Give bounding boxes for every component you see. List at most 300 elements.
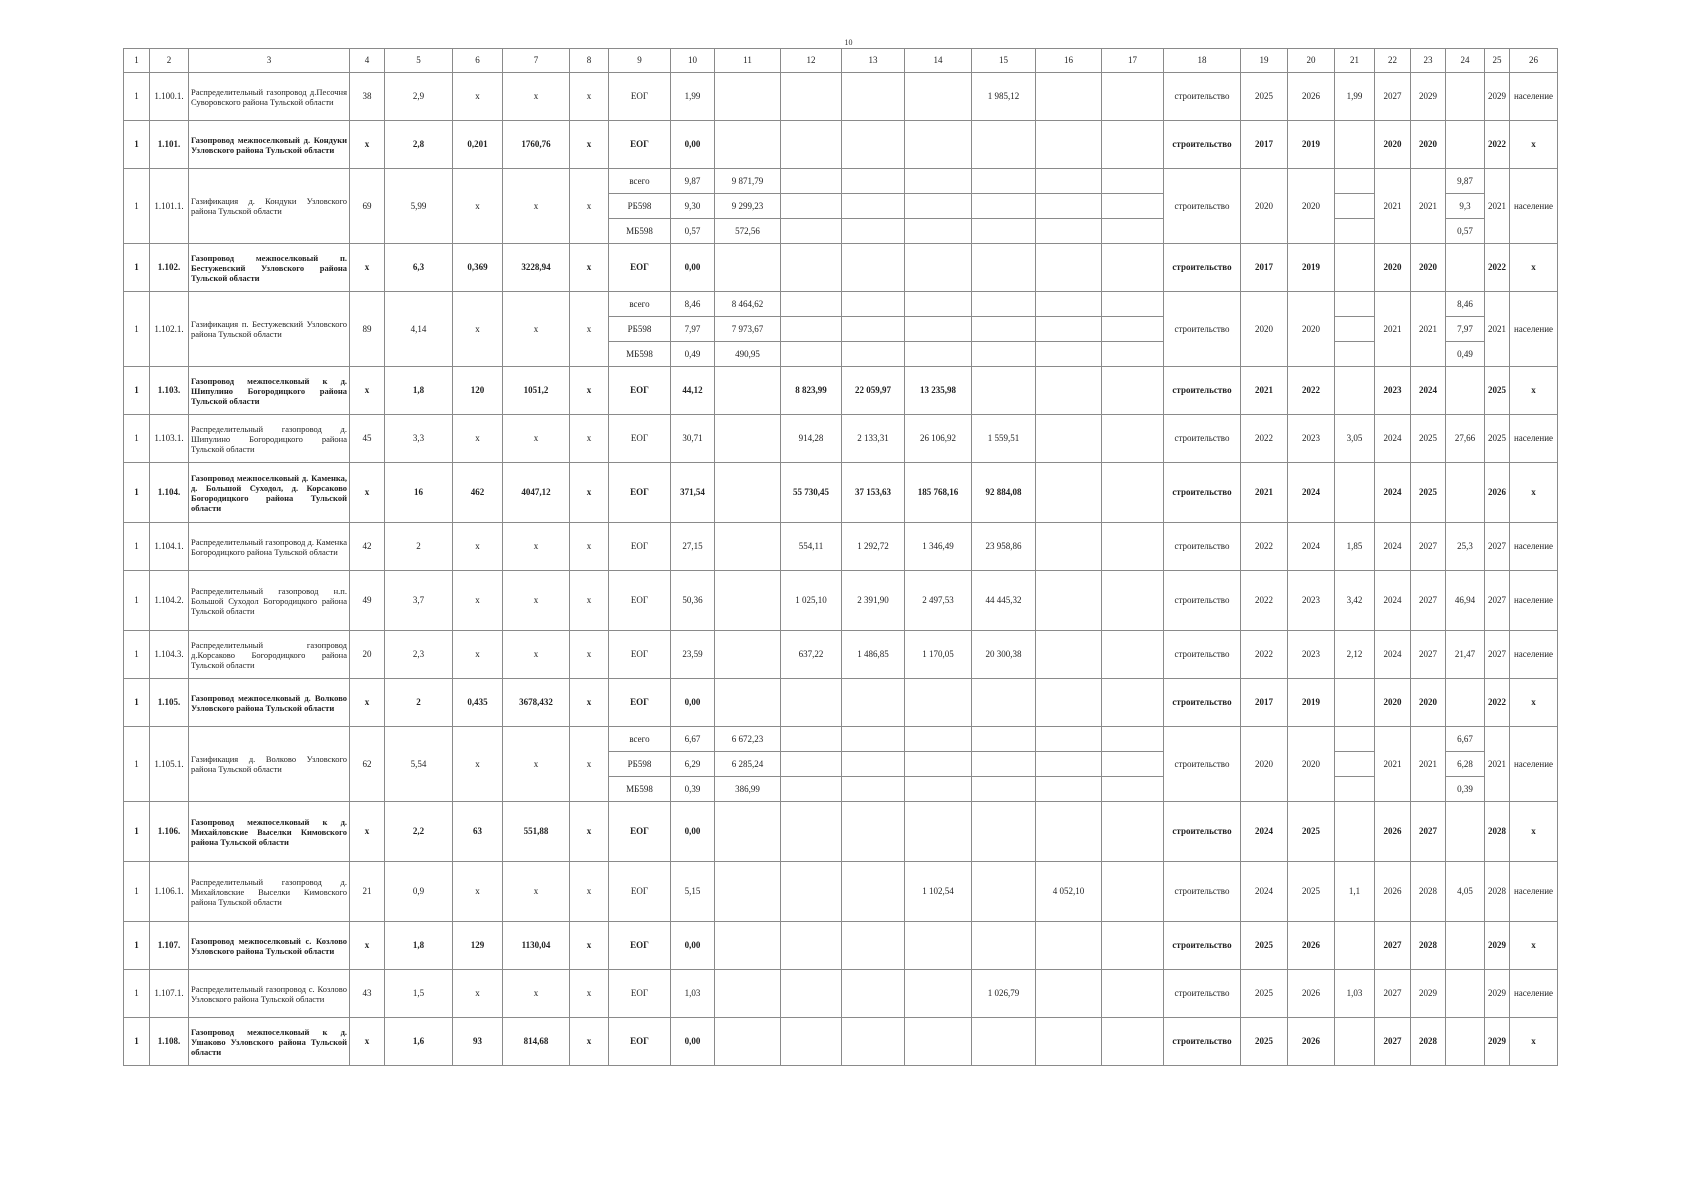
table-cell: 2020 [1241, 169, 1288, 244]
table-cell [1036, 73, 1102, 121]
table-cell: ЕОГ [609, 244, 671, 292]
table-cell: 2024 [1375, 463, 1411, 523]
table-cell: х [1510, 244, 1558, 292]
table-cell: 5,54 [385, 727, 453, 802]
table-cell: 1.107. [150, 922, 189, 970]
table-cell: 1 [124, 862, 150, 922]
table-cell [842, 922, 905, 970]
table-cell [842, 970, 905, 1018]
table-cell: всего [609, 727, 671, 752]
table-cell: х [350, 121, 385, 169]
table-cell [781, 342, 842, 367]
table-cell [1446, 1018, 1485, 1066]
table-cell: 2 391,90 [842, 571, 905, 631]
table-cell: 9,3 [1446, 194, 1485, 219]
table-cell: 2026 [1288, 73, 1335, 121]
table-cell [905, 317, 972, 342]
table-cell: 2023 [1288, 571, 1335, 631]
table-cell: ЕОГ [609, 571, 671, 631]
table-cell: х [503, 169, 570, 244]
table-cell [1102, 631, 1164, 679]
table-cell: 0,00 [671, 1018, 715, 1066]
table-cell: 0,00 [671, 922, 715, 970]
table-cell: х [570, 922, 609, 970]
table-row [124, 292, 1558, 317]
table-row [124, 571, 1558, 631]
table-cell: х [570, 631, 609, 679]
table-cell: строительство [1164, 73, 1241, 121]
table-cell: 2022 [1241, 631, 1288, 679]
table-cell: всего [609, 292, 671, 317]
table-cell: 2019 [1288, 121, 1335, 169]
table-cell [1102, 121, 1164, 169]
table-row [124, 523, 1558, 571]
table-cell [715, 415, 781, 463]
column-header: 14 [905, 49, 972, 73]
table-cell: 1.106.1. [150, 862, 189, 922]
table-cell: ЕОГ [609, 1018, 671, 1066]
table-cell: 2 497,53 [905, 571, 972, 631]
table-cell: 129 [453, 922, 503, 970]
table-cell [1335, 727, 1375, 752]
table-cell [781, 292, 842, 317]
table-cell: 2024 [1241, 802, 1288, 862]
table-cell: 1 [124, 244, 150, 292]
table-row [124, 367, 1558, 415]
table-cell: 1 170,05 [905, 631, 972, 679]
object-name-cell: Газификация д. Волково Узловского района Тульской области [189, 727, 350, 802]
object-name-cell: Газопровод межпоселковый к д. Ушаково Узловского района Тульской области [189, 1018, 350, 1066]
table-cell: х [350, 922, 385, 970]
table-cell: 2021 [1485, 292, 1510, 367]
table-cell [905, 727, 972, 752]
table-cell: 25,3 [1446, 523, 1485, 571]
table-cell [972, 317, 1036, 342]
table-cell: 1 [124, 679, 150, 727]
table-cell [715, 463, 781, 523]
table-cell: строительство [1164, 679, 1241, 727]
table-row [124, 73, 1558, 121]
table-cell: 2024 [1241, 862, 1288, 922]
table-cell: 1,99 [1335, 73, 1375, 121]
table-cell: х [570, 1018, 609, 1066]
table-cell [1102, 802, 1164, 862]
table-cell: 38 [350, 73, 385, 121]
table-cell [1102, 679, 1164, 727]
table-row [124, 922, 1558, 970]
table-cell [842, 244, 905, 292]
table-cell: ЕОГ [609, 415, 671, 463]
table-cell [1102, 317, 1164, 342]
object-name-cell: Газопровод межпоселковый к д. Шипулино Богородицкого района Тульской области [189, 367, 350, 415]
table-cell: 0,57 [671, 219, 715, 244]
table-cell [905, 169, 972, 194]
table-cell: 6 672,23 [715, 727, 781, 752]
table-cell: 2023 [1375, 367, 1411, 415]
table-cell: 0,39 [671, 777, 715, 802]
table-cell: ЕОГ [609, 631, 671, 679]
table-cell: х [453, 415, 503, 463]
table-cell [1102, 463, 1164, 523]
table-cell: 1.101.1. [150, 169, 189, 244]
table-cell [1036, 727, 1102, 752]
table-cell: 1,03 [671, 970, 715, 1018]
table-cell: х [350, 244, 385, 292]
table-cell: 62 [350, 727, 385, 802]
table-cell: 1.102. [150, 244, 189, 292]
table-cell: х [570, 169, 609, 244]
table-cell: 6 285,24 [715, 752, 781, 777]
table-cell [715, 367, 781, 415]
table-cell: 3,05 [1335, 415, 1375, 463]
table-cell: 46,94 [1446, 571, 1485, 631]
table-cell [715, 802, 781, 862]
table-cell [972, 802, 1036, 862]
table-cell: х [453, 970, 503, 1018]
table-cell: 3678,432 [503, 679, 570, 727]
table-cell: х [350, 802, 385, 862]
table-cell [905, 73, 972, 121]
table-cell [1102, 970, 1164, 1018]
table-cell: 3,7 [385, 571, 453, 631]
table-cell: 2024 [1375, 415, 1411, 463]
table-cell [1102, 219, 1164, 244]
table-cell: 2029 [1485, 970, 1510, 1018]
table-cell [842, 342, 905, 367]
table-cell [842, 1018, 905, 1066]
table-cell: х [570, 73, 609, 121]
page-number: 10 [844, 38, 853, 47]
table-cell: 2027 [1375, 73, 1411, 121]
table-cell: РБ598 [609, 194, 671, 219]
table-cell: 2025 [1288, 802, 1335, 862]
column-header: 2 [150, 49, 189, 73]
table-cell: 2026 [1375, 862, 1411, 922]
table-cell: 2020 [1375, 121, 1411, 169]
table-cell [842, 862, 905, 922]
column-header: 8 [570, 49, 609, 73]
table-cell: 1760,76 [503, 121, 570, 169]
table-cell: строительство [1164, 922, 1241, 970]
table-cell: 0,49 [671, 342, 715, 367]
table-cell: ЕОГ [609, 970, 671, 1018]
table-cell [905, 777, 972, 802]
table-cell [1446, 679, 1485, 727]
table-cell: х [570, 415, 609, 463]
table-cell: РБ598 [609, 317, 671, 342]
table-cell: ЕОГ [609, 121, 671, 169]
table-cell: 2028 [1485, 862, 1510, 922]
table-row [124, 679, 1558, 727]
table-cell: х [1510, 679, 1558, 727]
column-header: 10 [671, 49, 715, 73]
table-cell: 2017 [1241, 121, 1288, 169]
table-cell: 49 [350, 571, 385, 631]
table-cell [1036, 631, 1102, 679]
table-cell [781, 121, 842, 169]
table-cell: х [570, 970, 609, 1018]
table-cell: 2027 [1411, 523, 1446, 571]
table-cell: население [1510, 415, 1558, 463]
table-cell: 1.108. [150, 1018, 189, 1066]
table-cell: 0,435 [453, 679, 503, 727]
table-cell [1446, 244, 1485, 292]
table-cell [842, 317, 905, 342]
table-cell [972, 194, 1036, 219]
table-cell [1335, 752, 1375, 777]
table-cell: 2020 [1288, 727, 1335, 802]
table-cell: 23,59 [671, 631, 715, 679]
table-cell: 4 052,10 [1036, 862, 1102, 922]
table-cell: 1 [124, 727, 150, 802]
table-cell: х [453, 523, 503, 571]
table-cell [781, 970, 842, 1018]
table-cell: строительство [1164, 244, 1241, 292]
table-cell [1102, 342, 1164, 367]
table-cell [1335, 802, 1375, 862]
table-cell: х [570, 367, 609, 415]
object-name-cell: Распределительный газопровод д.Корсаково Богородицкого района Тульской области [189, 631, 350, 679]
table-cell: 30,71 [671, 415, 715, 463]
table-cell: х [503, 73, 570, 121]
table-cell [781, 244, 842, 292]
object-name-cell: Распределительный газопровод н.п. Большой Суходол Богородицкого района Тульской области [189, 571, 350, 631]
object-name-cell: Распределительный газопровод с. Козлово Узловского района Тульской области [189, 970, 350, 1018]
table-cell: 0,00 [671, 679, 715, 727]
table-cell: 63 [453, 802, 503, 862]
table-cell [842, 292, 905, 317]
table-cell: 2025 [1411, 415, 1446, 463]
table-cell: 2027 [1411, 571, 1446, 631]
table-cell: 0,00 [671, 121, 715, 169]
table-cell [905, 922, 972, 970]
table-cell [1036, 752, 1102, 777]
table-cell: х [503, 292, 570, 367]
table-cell: 26 106,92 [905, 415, 972, 463]
table-cell: РБ598 [609, 752, 671, 777]
object-name-cell: Газопровод межпоселковый с. Козлово Узловского района Тульской области [189, 922, 350, 970]
table-cell: х [453, 169, 503, 244]
table-cell [905, 121, 972, 169]
table-cell: 2026 [1485, 463, 1510, 523]
table-cell: 6,3 [385, 244, 453, 292]
table-cell: 2020 [1375, 679, 1411, 727]
table-cell: 1 026,79 [972, 970, 1036, 1018]
table-cell: 1.101. [150, 121, 189, 169]
table-cell [1036, 367, 1102, 415]
table-cell: 1,8 [385, 367, 453, 415]
table-cell [1102, 1018, 1164, 1066]
table-cell [905, 342, 972, 367]
table-cell [1335, 463, 1375, 523]
table-cell: 1 [124, 922, 150, 970]
column-header: 7 [503, 49, 570, 73]
table-cell: 21 [350, 862, 385, 922]
table-cell: 1.103. [150, 367, 189, 415]
table-cell: х [453, 73, 503, 121]
table-cell: 0,369 [453, 244, 503, 292]
header-row [124, 49, 1558, 73]
table-cell: 914,28 [781, 415, 842, 463]
table-cell: 554,11 [781, 523, 842, 571]
object-name-cell: Распределительный газопровод д. Шипулино Богородицкого района Тульской области [189, 415, 350, 463]
table-cell [1335, 244, 1375, 292]
table-cell: МБ598 [609, 219, 671, 244]
table-cell: 43 [350, 970, 385, 1018]
table-cell: ЕОГ [609, 523, 671, 571]
table-cell: 2 [385, 523, 453, 571]
table-cell [905, 292, 972, 317]
table-cell: 4,05 [1446, 862, 1485, 922]
table-cell [1036, 1018, 1102, 1066]
table-cell: 8,46 [671, 292, 715, 317]
table-row [124, 1018, 1558, 1066]
table-cell: 1130,04 [503, 922, 570, 970]
table-cell [1102, 169, 1164, 194]
table-cell: х [350, 367, 385, 415]
table-cell: х [350, 463, 385, 523]
column-header: 4 [350, 49, 385, 73]
table-cell: МБ598 [609, 342, 671, 367]
table-cell: 2028 [1411, 1018, 1446, 1066]
table-cell: 2029 [1485, 73, 1510, 121]
table-cell: 6,67 [1446, 727, 1485, 752]
table-cell: 37 153,63 [842, 463, 905, 523]
table-cell: 4047,12 [503, 463, 570, 523]
table-cell: 2025 [1241, 970, 1288, 1018]
table-cell: 2,8 [385, 121, 453, 169]
table-cell [972, 679, 1036, 727]
table-cell: 2023 [1288, 631, 1335, 679]
table-cell [905, 802, 972, 862]
table-cell: 2,3 [385, 631, 453, 679]
table-cell: х [1510, 367, 1558, 415]
table-cell: 44 445,32 [972, 571, 1036, 631]
table-cell: 1.104.3. [150, 631, 189, 679]
column-header: 22 [1375, 49, 1411, 73]
table-cell [781, 169, 842, 194]
table-cell: х [570, 679, 609, 727]
table-cell [972, 121, 1036, 169]
table-cell [972, 342, 1036, 367]
table-cell: х [570, 862, 609, 922]
table-cell: население [1510, 73, 1558, 121]
table-cell: строительство [1164, 631, 1241, 679]
table-cell: 0,201 [453, 121, 503, 169]
table-cell: х [453, 571, 503, 631]
table-cell [972, 727, 1036, 752]
table-cell: 0,9 [385, 862, 453, 922]
table-cell: 1,1 [1335, 862, 1375, 922]
table-cell [781, 219, 842, 244]
table-cell: 2017 [1241, 244, 1288, 292]
table-cell [842, 194, 905, 219]
table-cell [1036, 194, 1102, 219]
table-cell [1036, 463, 1102, 523]
table-cell [842, 727, 905, 752]
table-cell: строительство [1164, 970, 1241, 1018]
table-cell: 120 [453, 367, 503, 415]
table-cell [781, 1018, 842, 1066]
table-cell: 2021 [1241, 463, 1288, 523]
table-cell: 1,85 [1335, 523, 1375, 571]
table-cell: 44,12 [671, 367, 715, 415]
table-cell [1446, 970, 1485, 1018]
table-cell: 2025 [1241, 1018, 1288, 1066]
table-cell [1102, 194, 1164, 219]
table-cell [1102, 292, 1164, 317]
table-cell [1446, 463, 1485, 523]
table-cell: строительство [1164, 169, 1241, 244]
table-cell [972, 244, 1036, 292]
table-cell: 3,42 [1335, 571, 1375, 631]
table-cell [972, 1018, 1036, 1066]
table-cell: 1 [124, 463, 150, 523]
table-cell: 2021 [1241, 367, 1288, 415]
table-row [124, 802, 1558, 862]
table-cell [715, 121, 781, 169]
table-cell [1036, 679, 1102, 727]
table-cell: 13 235,98 [905, 367, 972, 415]
table-cell: 1 [124, 1018, 150, 1066]
table-cell: 1 [124, 415, 150, 463]
column-header: 13 [842, 49, 905, 73]
table-row [124, 631, 1558, 679]
column-header: 6 [453, 49, 503, 73]
table-cell: 2021 [1375, 169, 1411, 244]
table-cell: 2027 [1485, 571, 1510, 631]
table-cell: строительство [1164, 802, 1241, 862]
table-cell: 6,29 [671, 752, 715, 777]
table-cell [1036, 121, 1102, 169]
table-cell: 9,87 [1446, 169, 1485, 194]
table-row [124, 463, 1558, 523]
table-cell [1036, 244, 1102, 292]
table-cell: 20 [350, 631, 385, 679]
table-cell: 27,66 [1446, 415, 1485, 463]
table-cell [905, 219, 972, 244]
table-cell: 1 [124, 802, 150, 862]
table-cell: 1 [124, 631, 150, 679]
table-cell [1036, 342, 1102, 367]
table-cell: 69 [350, 169, 385, 244]
table-cell [781, 922, 842, 970]
table-row [124, 244, 1558, 292]
table-cell [1102, 752, 1164, 777]
table-cell: 462 [453, 463, 503, 523]
table-cell [715, 523, 781, 571]
table-cell: 1.107.1. [150, 970, 189, 1018]
table-cell: 2021 [1411, 727, 1446, 802]
table-cell: строительство [1164, 727, 1241, 802]
table-cell [781, 679, 842, 727]
table-cell: 1.105. [150, 679, 189, 727]
column-header: 24 [1446, 49, 1485, 73]
table-cell [1335, 219, 1375, 244]
table-cell [972, 169, 1036, 194]
table-cell: 2027 [1485, 631, 1510, 679]
table-cell [972, 219, 1036, 244]
table-cell: 8,46 [1446, 292, 1485, 317]
table-cell [715, 922, 781, 970]
table-cell: 637,22 [781, 631, 842, 679]
table-cell [972, 922, 1036, 970]
table-cell: х [570, 244, 609, 292]
table-cell: 7,97 [1446, 317, 1485, 342]
table-cell: 8 464,62 [715, 292, 781, 317]
table-cell: 7 973,67 [715, 317, 781, 342]
table-cell [1446, 73, 1485, 121]
